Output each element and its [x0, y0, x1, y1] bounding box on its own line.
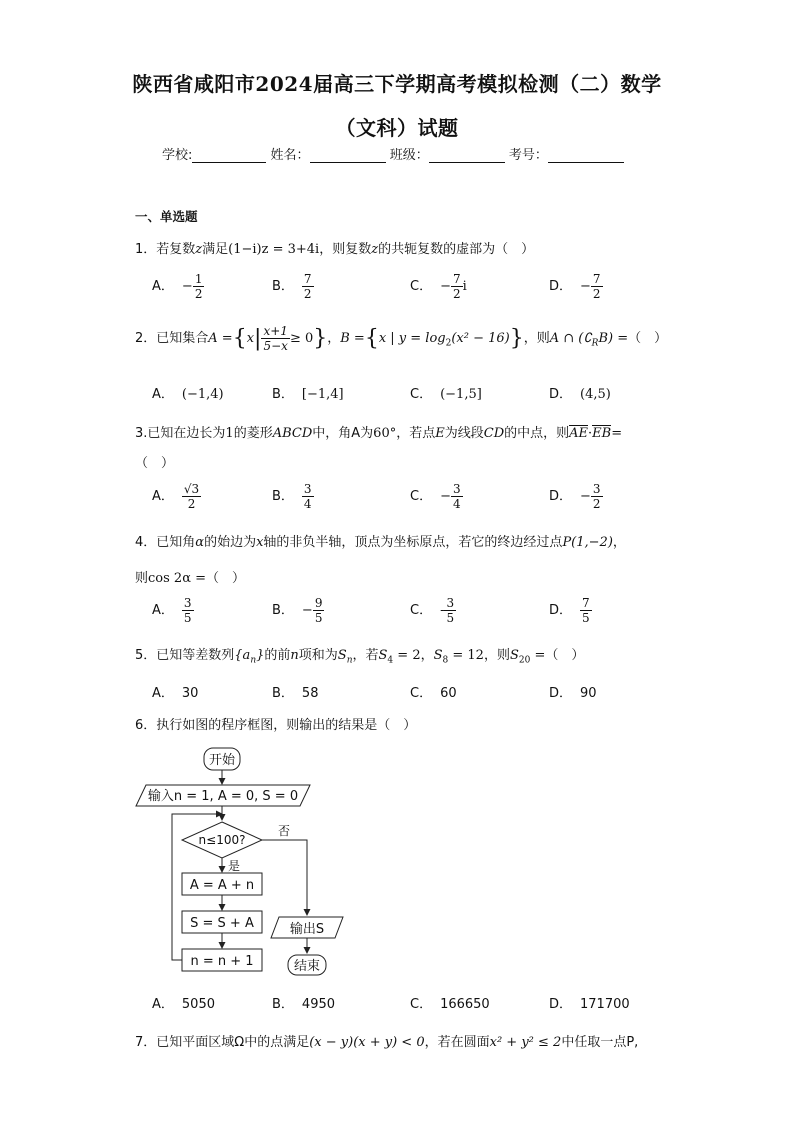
student-info-row	[162, 144, 624, 163]
flow-input-text: 输入n = 1, A = 0, S = 0	[147, 789, 299, 804]
question-4: 4．已知角α的始边为x轴的非负半轴，顶点为坐标原点，若它的终边经过点P(1,−2)，	[135, 535, 626, 550]
question-3-line2: （ ）	[135, 456, 175, 471]
section-heading: 一、单选题	[135, 209, 198, 224]
exam-title-line2: （文科）试题	[335, 116, 459, 140]
flow-start-text: 开始	[208, 753, 236, 768]
q4-option-d[interactable]: D． $\frac{7}{5}$	[549, 596, 590, 625]
q3-option-c[interactable]: C． − $\frac{3}{4}$	[410, 482, 461, 511]
id-label: 考号：	[508, 148, 548, 163]
name-blank[interactable]	[310, 148, 386, 163]
question-3: 3.已知在边长为1的菱形ABCD中，角A为60°，若点E为线段CD的中点，则AE·EB=	[135, 426, 623, 441]
question-4-line2: 则cos 2α =（ ）	[135, 571, 246, 586]
school-label: 学校:	[162, 148, 193, 163]
name-label: 姓名：	[270, 148, 310, 163]
q5-option-d[interactable]: D． 90	[549, 686, 597, 701]
q6-option-d[interactable]: D． 171700	[549, 997, 630, 1012]
q1-option-a[interactable]: A． − $\frac{1}{2}$	[152, 272, 203, 301]
q3-option-b[interactable]: B． $\frac{3}{4}$	[272, 482, 312, 511]
q6-option-c[interactable]: C． 166650	[410, 997, 490, 1012]
q1-option-c[interactable]: C． − $\frac{7}{2}$ i	[410, 272, 467, 301]
flow-cond-text: n≤100?	[198, 833, 246, 847]
question-5: 5．已知等差数列$\{a_n\}$的前n项和为$S_n$，若$S_4 = 2$，$S_8 = 12$，则$S_{20}$ =（ ）	[135, 648, 585, 666]
class-blank[interactable]	[429, 148, 505, 163]
question-2: 2．已知集合A ={x| $\frac{x+1}{5-x}$ ≥ 0}，B ={x | $y = \log_2(x^2 - 16)$}，则A ∩ $(∁_RB)$ =（ ）	[135, 324, 668, 353]
q5-option-c[interactable]: C． 60	[410, 686, 457, 701]
q4-option-c[interactable]: C． - $\frac{3}{5}$	[410, 596, 455, 625]
flowchart	[130, 744, 360, 979]
q3-option-a[interactable]: A． $\frac{√3}{2}$	[152, 482, 200, 511]
flow-no-text: 否	[278, 824, 291, 838]
exam-title-line1: 陕西省咸阳市2024届高三下学期高考模拟检测（二）数学	[132, 72, 662, 96]
school-blank[interactable]	[192, 148, 266, 163]
flow-step-s-text: S = S + A	[190, 916, 254, 931]
flow-output-text: 输出S	[289, 922, 325, 937]
q2-option-c[interactable]: C． (−1,5]	[410, 387, 482, 402]
question-1: 1．若复数z满足(1−i)z = 3+4i，则复数z的共轭复数的虚部为（ ）	[135, 242, 535, 257]
flow-step-n-text: n = n + 1	[190, 954, 254, 969]
flow-end-text: 结束	[293, 959, 321, 974]
question-6: 6．执行如图的程序框图，则输出的结果是（ ）	[135, 718, 417, 733]
q2-option-d[interactable]: D． (4,5)	[549, 387, 611, 402]
flow-step-a-text: A = A + n	[189, 878, 255, 893]
q1-option-b[interactable]: B． $\frac{7}{2}$	[272, 272, 312, 301]
q2-option-a[interactable]: A． (−1,4)	[152, 387, 224, 402]
q4-option-a[interactable]: A． $\frac{3}{5}$	[152, 596, 192, 625]
q2-option-b[interactable]: B． [−1,4]	[272, 387, 344, 402]
q4-option-b[interactable]: B． − $\frac{9}{5}$	[272, 596, 323, 625]
q5-option-b[interactable]: B． 58	[272, 686, 319, 701]
id-blank[interactable]	[548, 148, 624, 163]
question-7: 7．已知平面区域Ω中的点满足(x − y)(x + y) < 0，若在圆面x² + y² ≤ 2中任取一点P,	[135, 1035, 639, 1050]
q6-option-b[interactable]: B． 4950	[272, 997, 336, 1012]
q3-option-d[interactable]: D． − $\frac{3}{2}$	[549, 482, 601, 511]
flow-yes-text: 是	[228, 859, 241, 873]
q5-option-a[interactable]: A． 30	[152, 686, 199, 701]
class-label: 班级：	[389, 148, 429, 163]
q1-option-d[interactable]: D． − $\frac{7}{2}$	[549, 272, 601, 301]
q6-option-a[interactable]: A． 5050	[152, 997, 215, 1012]
